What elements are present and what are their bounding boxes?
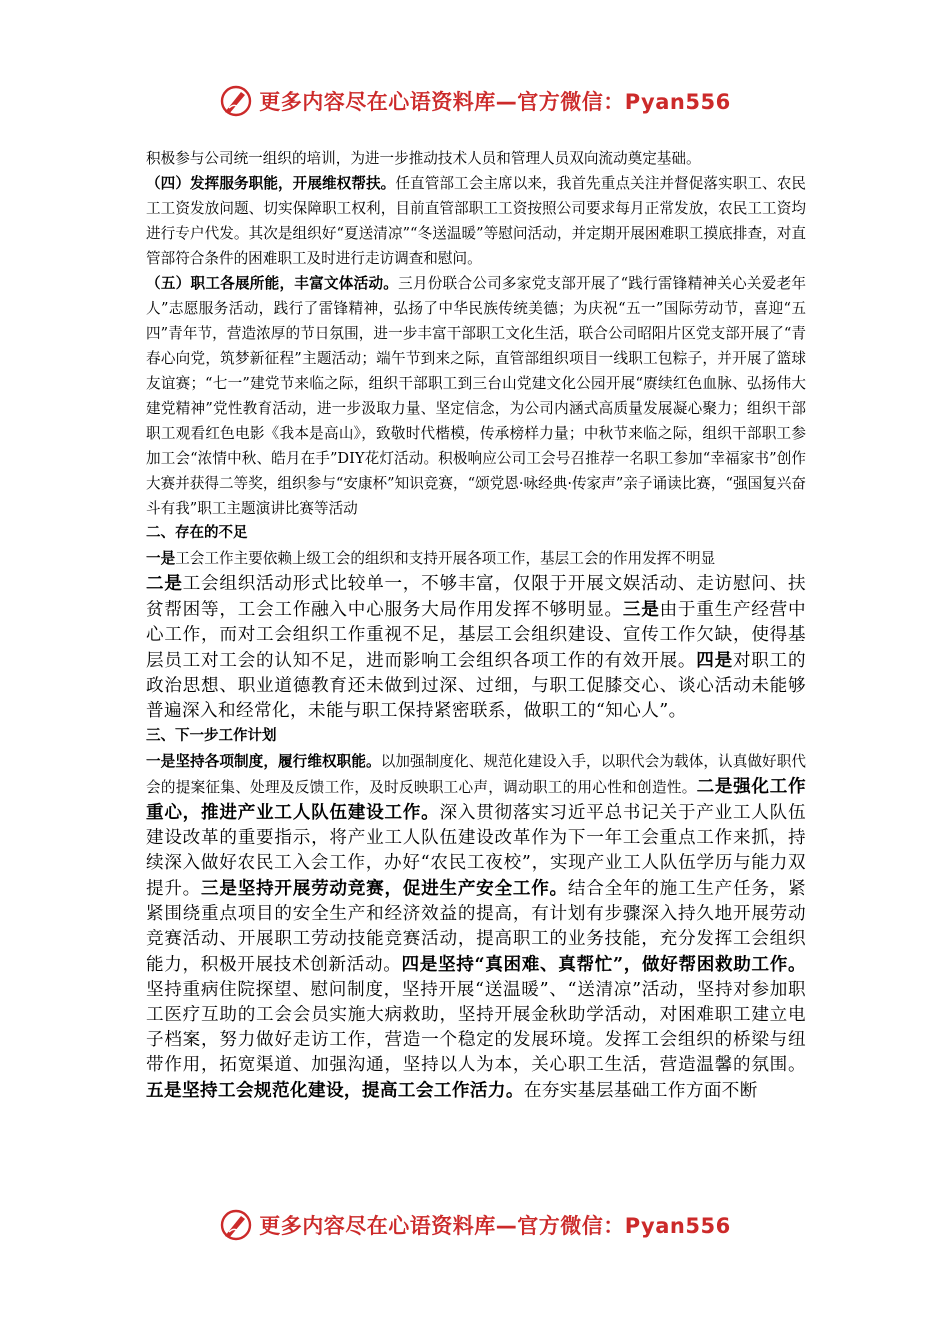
document-body <box>146 146 806 1104</box>
banner-text: 更多内容尽在心语资料库—官方微信：Pyan556 <box>259 90 731 114</box>
heading-shortcomings: 二、存在的不足 <box>146 525 248 541</box>
paragraph-shortcoming-1: 一是工会工作主要依赖上级工会的组织和支持开展各项工作，基层工会的作用发挥不明显 <box>146 550 716 567</box>
paragraph-service: （四）发挥服务职能，开展维权帮扶。任直管部工会主席以来，我首先重点关注并督促落实职工、农民工工资发放问题、切实保障职工权利，目前直管部职工工资按照公司要求每月正常发放，农民工工资均进行专户代发。其次是组织好“夏送清凉”“冬送温暖”等慰问活动，并定期开展困难职工摸底排查，对直管部符合条件的困难职工及时进行走访调查和慰问。 <box>146 175 806 267</box>
heading-next-plan: 三、下一步工作计划 <box>146 728 277 744</box>
paragraph-shortcoming-2-4: 二是工会组织活动形式比较单一，不够丰富，仅限于开展文娱活动、走访慰问、扶贫帮困等，工会工作融入中心服务大局作用发挥不够明显。三是由于重生产经营中心工作，而对工会组织工作重视不足，基层工会组织建设、宣传工作欠缺，使得基层员工对工会的认知不足，进而影响工会组织各项工作的有效开展。四是对职工的政治思想、职业道德教育还未做到过深、过细，与职工促膝交心、谈心活动未能够普遍深入和经常化，未能与职工保持紧密联系，做职工的“知心人”。 <box>146 573 806 721</box>
paragraph-plan-1: 一是坚持各项制度，履行维权职能。以加强制度化、规范化建设入手，以职代会为载体，认真做好职代会的提案征集、处理及反馈工作，及时反映职工心声，调动职工的用心性和创造性。二是强化工作重心，推进产业工人队伍建设工作。深入贯彻落实习近平总书记关于产业工人队伍建设改革的重要指示，将产业工人队伍建设改革作为下一年工会重点工作来抓，持续深入做好农民工入会工作，办好“农民工夜校”，实现产业工人队伍学历与能力双提升。三是坚持开展劳动竞赛，促进生产安全工作。结合全年的施工生产任务，紧紧围绕重点项目的安全生产和经济效益的提高，有计划有步骤深入持久地开展劳动竞赛活动、开展职工劳动技能竞赛活动，提高职工的业务技能，充分发挥工会组织能力，积极开展技术创新活动。四是坚持“真困难、真帮忙”，做好帮困救助工作。坚持重病住院探望、慰问制度，坚持开展“送温暖”、“送清凉”活动，坚持对参加职工医疗互助的工会会员实施大病救助，坚持开展金秋助学活动，对困难职工建立电子档案，努力做好走访工作，营造一个稳定的发展环境。发挥工会组织的桥梁与纽带作用，拓宽渠道、加强沟通，坚持以人为本，关心职工生活，营造温馨的氛围。五是坚持工会规范化建设，提高工会工作活力。在夯实基层基础工作方面不断 <box>146 753 806 1101</box>
section-heading-culture: （五）职工各展所能，丰富文体活动。 <box>146 275 399 292</box>
pen-circle-logo-icon <box>219 1208 253 1242</box>
footer-banner <box>0 1208 950 1242</box>
paragraph-training: 积极参与公司统一组织的培训，为进一步推动技术人员和管理人员双向流动奠定基础。 <box>146 150 701 167</box>
banner-text: 更多内容尽在心语资料库—官方微信：Pyan556 <box>259 1214 731 1238</box>
section-heading-service: （四）发挥服务职能，开展维权帮扶。 <box>146 175 396 192</box>
paragraph-culture: （五）职工各展所能，丰富文体活动。三月份联合公司多家党支部开展了“践行雷锋精神关心关爱老年人”志愿服务活动，践行了雷锋精神，弘扬了中华民族传统美德；为庆祝“五一”国际劳动节，喜迎“五四”青年节，营造浓厚的节日氛围，进一步丰富干部职工文化生活，联合公司昭阳片区党支部开展了“青春心向党，筑梦新征程”主题活动；端午节到来之际，直管部组织项目一线职工包粽子，并开展了篮球友谊赛；“七一”建党节来临之际，组织干部职工到三台山党建文化公园开展“赓续红色血脉、弘扬伟大建党精神”党性教育活动，进一步汲取力量、坚定信念，为公司内涵式高质量发展凝心聚力；组织干部职工观看红色电影《我本是高山》，致敬时代楷模，传承榜样力量；中秋节来临之际，组织干部职工参加工会“浓情中秋、皓月在手”DIY花灯活动。积极响应公司工会号召推荐一名职工参加“幸福家书”创作大赛并获得二等奖，组织参与“安康杯”知识竞赛，“颂党恩·咏经典·传家声”亲子诵读比赛，“强国复兴奋斗有我”职工主题演讲比赛等活动 <box>146 275 806 517</box>
pen-circle-logo-icon <box>219 84 253 118</box>
header-banner <box>0 84 950 118</box>
